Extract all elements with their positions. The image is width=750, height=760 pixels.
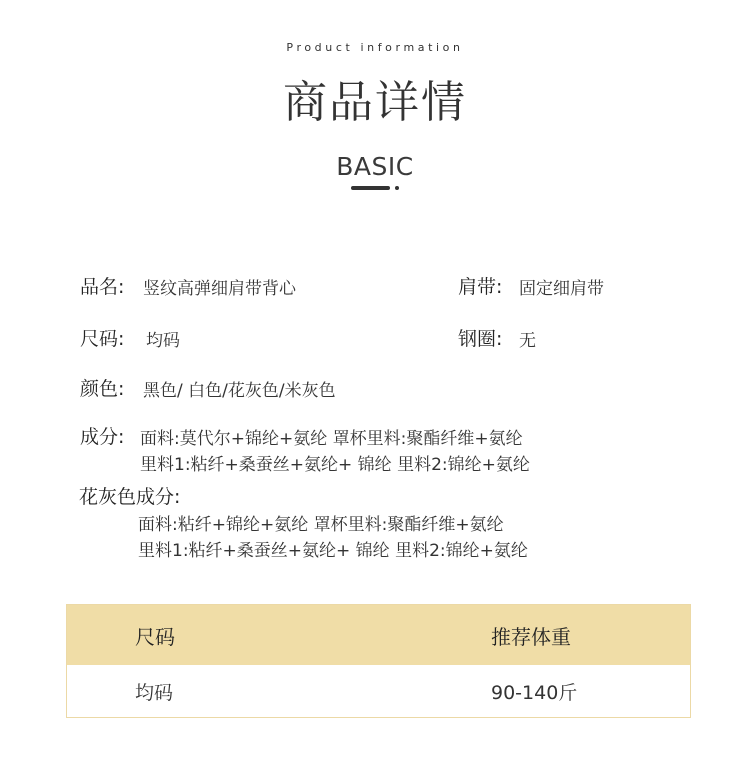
section-subtitle: Product information — [286, 41, 464, 54]
size-label: 尺码: — [80, 328, 125, 350]
composition-label: 成分: — [80, 426, 125, 448]
grey-composition-label: 花灰色成分: — [79, 486, 181, 508]
size-value: 均码 — [146, 331, 180, 351]
size-table — [66, 604, 691, 718]
heading-underline — [351, 186, 390, 190]
strap-value: 固定细肩带 — [519, 279, 604, 299]
page-title: 商品详情 — [283, 77, 467, 128]
table-header-size: 尺码 — [67, 605, 424, 666]
wire-value: 无 — [519, 331, 536, 351]
table-header-weight: 推荐体重 — [423, 605, 691, 666]
table-cell-weight: 90-140斤 — [491, 681, 578, 704]
table-header-row — [67, 605, 691, 666]
color-label: 颜色: — [80, 378, 125, 400]
product-name-value: 竖纹高弹细肩带背心 — [143, 279, 296, 299]
table-row — [67, 665, 691, 718]
strap-label: 肩带: — [458, 276, 503, 298]
wire-label: 钢圈: — [458, 328, 503, 350]
grey-composition-line: 里料1:粘纤+桑蚕丝+氨纶+ 锦纶 里料2:锦纶+氨纶 — [138, 541, 528, 561]
color-value: 黑色/ 白色/花灰色/米灰色 — [143, 381, 336, 401]
composition-line: 里料1:粘纤+桑蚕丝+氨纶+ 锦纶 里料2:锦纶+氨纶 — [140, 455, 530, 475]
product-name-label: 品名: — [80, 276, 125, 298]
grey-composition-line: 面料:粘纤+锦纶+氨纶 罩杯里料:聚酯纤维+氨纶 — [138, 515, 504, 535]
section-heading: BASIC — [336, 152, 414, 181]
composition-line: 面料:莫代尔+锦纶+氨纶 罩杯里料:聚酯纤维+氨纶 — [140, 429, 523, 449]
heading-dot — [395, 186, 399, 190]
table-cell-size: 均码 — [135, 681, 174, 704]
